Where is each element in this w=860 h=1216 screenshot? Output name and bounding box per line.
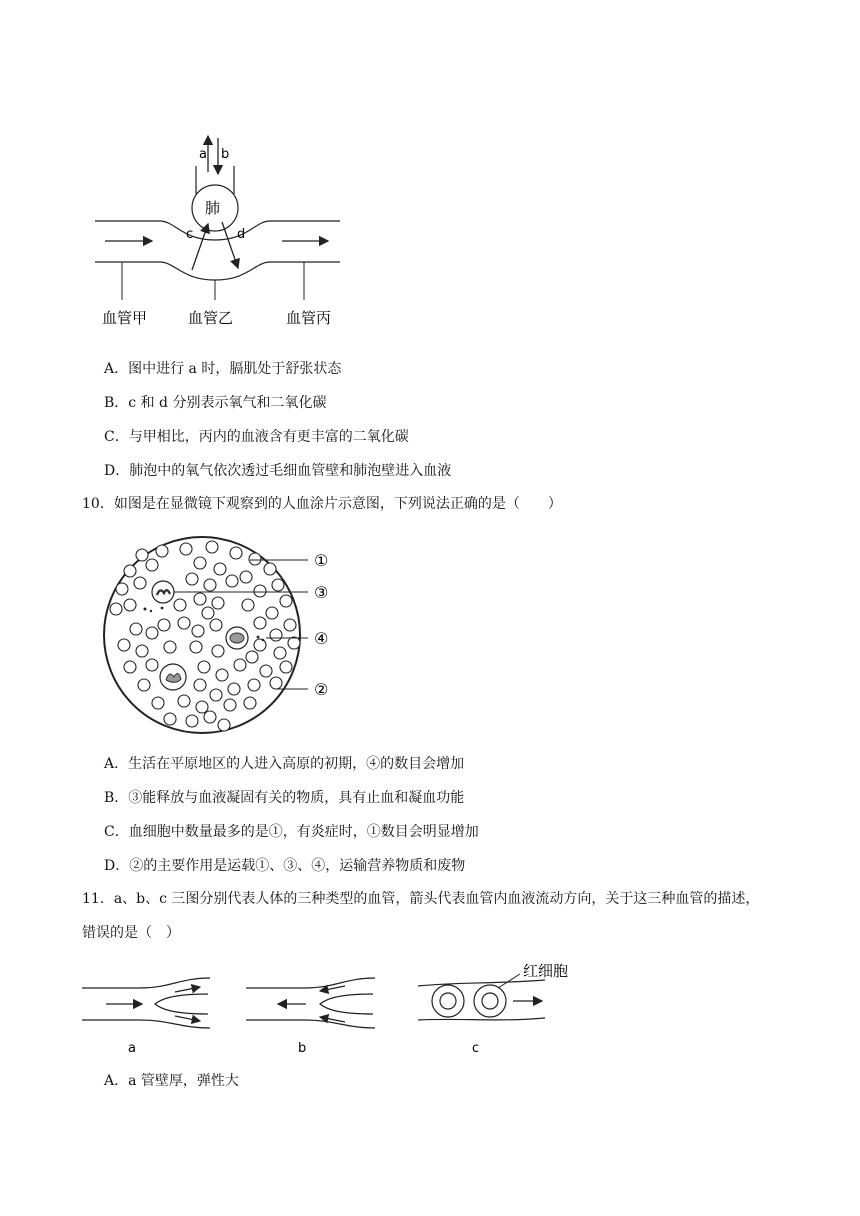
red-blood-cell [272,579,284,591]
red-blood-cell [204,711,216,723]
red-blood-cell [180,543,192,555]
red-blood-cell [152,697,164,709]
red-blood-cell [248,679,260,691]
q9-option-d: D．肺泡中的氧气依次透过毛细血管壁和肺泡壁进入血液 [104,463,452,479]
red-blood-cell [234,659,246,671]
red-blood-cell [174,599,186,611]
red-blood-cell [254,639,266,651]
caption-a: a [128,1041,136,1056]
q9-option-b: B．c 和 d 分别表示氧气和二氧化碳 [104,395,327,411]
red-blood-cell [260,665,272,677]
vessel-bing-label: 血管丙 [286,309,332,327]
red-blood-cell [264,563,276,575]
label-d: d [237,227,246,242]
q9-option-c: C．与甲相比，丙内的血液含有更丰富的二氧化碳 [104,429,409,445]
red-blood-cell [110,603,122,615]
label-3: ③ [314,583,329,602]
red-blood-cell [136,645,148,657]
red-blood-cell [228,683,240,695]
red-blood-cell [218,719,230,731]
red-blood-cell [210,689,222,701]
red-blood-cell [178,695,190,707]
red-blood-cell [146,659,158,671]
red-blood-cell [124,661,136,673]
blood-vessel-types-diagram [80,958,580,1058]
red-blood-cell [284,619,296,631]
red-blood-cell [214,563,226,575]
red-blood-cell [146,559,158,571]
red-blood-cell [212,597,224,609]
caption-b: b [298,1041,307,1056]
red-blood-cell [178,617,190,629]
q11-stem-line2: 错误的是（ ） [82,925,180,941]
red-blood-cell [138,679,150,691]
red-blood-cell [194,679,206,691]
red-blood-cell [270,629,282,641]
label-1: ① [314,551,329,570]
red-blood-cell [190,641,202,653]
q10-option-b: B．③能释放与血液凝固有关的物质，具有止血和凝血功能 [104,790,465,806]
q11-option-a: A．a 管壁厚，弹性大 [104,1073,239,1089]
label-a: a [199,147,207,162]
q11-stem-line1: 11．a、b、c 三图分别代表人体的三种类型的血管，箭头代表血管内血液流动方向，关于这三种血管的描述， [82,891,760,907]
red-blood-cell [186,715,198,727]
red-blood-cell [136,549,148,561]
red-blood-cell [196,701,208,713]
red-blood-cell [216,669,228,681]
red-blood-cell [224,699,236,711]
red-blood-cell [246,651,258,663]
red-blood-cell [254,585,266,597]
red-blood-cell [288,637,300,649]
q10-option-c: C．血细胞中数量最多的是①，有炎症时，①数目会明显增加 [104,824,479,840]
label-4: ④ [314,629,329,648]
red-blood-cell [116,583,128,595]
rbc-label: 红细胞 [523,962,569,980]
red-blood-cell [134,577,146,589]
lung-label: 肺 [205,199,221,217]
red-blood-cell [249,553,261,565]
red-blood-cell [202,607,214,619]
label-c: c [186,227,194,242]
red-blood-cell [270,677,282,689]
q9-option-a: A．图中进行 a 时，膈肌处于舒张状态 [104,361,342,377]
red-blood-cell [230,547,242,559]
red-blood-cell [210,619,222,631]
red-blood-cell [156,545,168,557]
red-blood-cell [206,541,218,553]
lung-gas-exchange-diagram [90,130,350,330]
red-blood-cell [186,573,198,585]
q10-option-a: A．生活在平原地区的人进入高原的初期，④的数目会增加 [104,756,465,772]
red-blood-cell [146,627,158,639]
red-blood-cell [280,661,292,673]
red-blood-cell [240,571,252,583]
vessel-jia-label: 血管甲 [102,309,148,327]
red-blood-cell [244,697,256,709]
red-blood-cell [198,661,210,673]
red-blood-cell [226,575,238,587]
q10-option-d: D．②的主要作用是运载①、③、④，运输营养物质和废物 [104,858,466,874]
q10-stem: 10．如图是在显微镜下观察到的人血涂片示意图，下列说法正确的是（ ） [82,496,562,512]
red-blood-cell [164,641,176,653]
red-blood-cell [280,595,292,607]
red-blood-cell [124,599,136,611]
red-blood-cell [212,645,224,657]
label-b: b [221,147,230,162]
red-blood-cell [204,579,216,591]
red-blood-cell [118,639,130,651]
vessel-yi-label: 血管乙 [188,309,234,327]
red-blood-cell [274,647,286,659]
label-2: ② [314,680,329,699]
red-blood-cell [242,599,254,611]
red-blood-cell [266,607,278,619]
red-blood-cell [130,623,142,635]
red-blood-cell [164,713,176,725]
blood-smear-diagram [100,535,340,735]
red-blood-cell [158,619,170,631]
red-blood-cell [194,593,206,605]
red-blood-cell [192,625,204,637]
red-blood-cell [124,565,136,577]
red-blood-cell [254,617,266,629]
red-blood-cell [194,557,206,569]
caption-c: c [472,1041,480,1056]
